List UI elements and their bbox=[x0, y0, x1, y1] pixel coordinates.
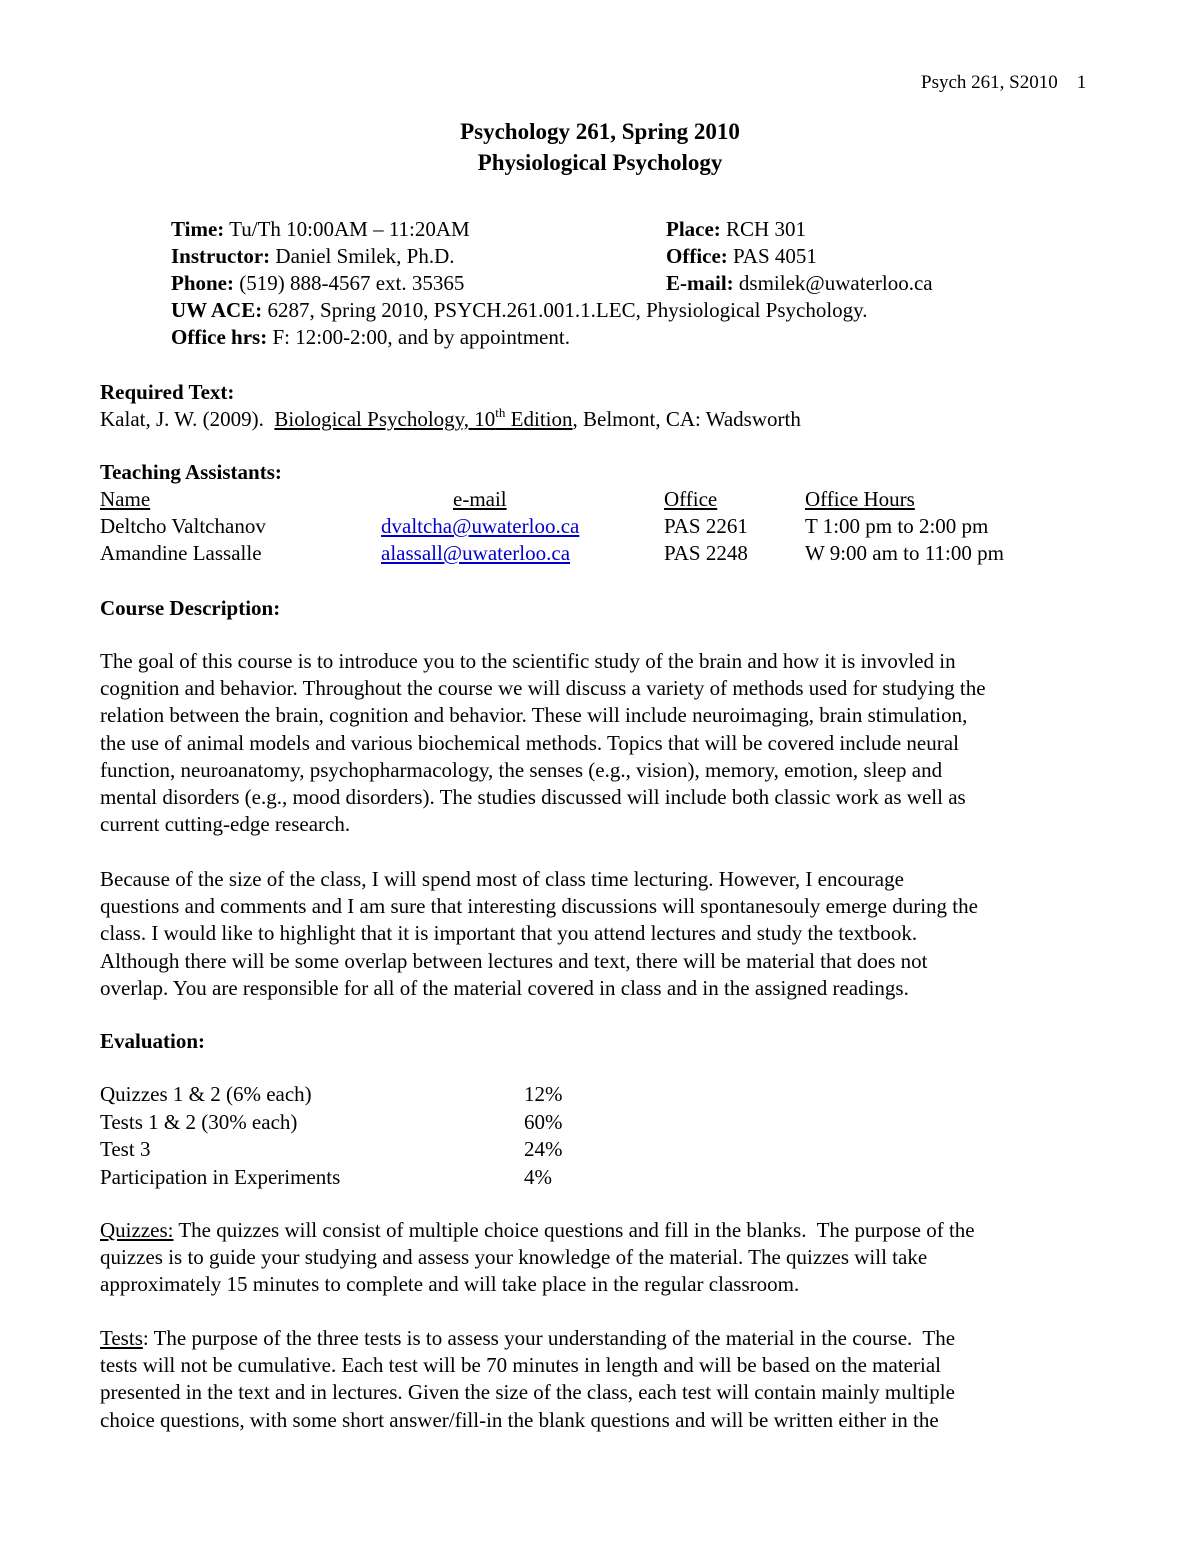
list-item bbox=[100, 1164, 563, 1192]
course-info bbox=[171, 216, 1071, 351]
ta-office: PAS 2261 bbox=[664, 514, 748, 538]
ta-hours: W 9:00 am to 11:00 pm bbox=[805, 541, 1004, 565]
book-title bbox=[274, 407, 572, 431]
course-subtitle: Physiological Psychology bbox=[477, 150, 723, 175]
tests-paragraph bbox=[100, 1325, 1110, 1434]
quizzes-paragraph bbox=[100, 1217, 1110, 1299]
book-edition-sup: th bbox=[495, 405, 506, 420]
eval-label: Test 3 bbox=[100, 1137, 151, 1161]
office-label: Office: bbox=[666, 244, 728, 268]
ta-heading: Teaching Assistants: bbox=[100, 460, 282, 484]
ta-heading-wrap bbox=[100, 459, 1110, 486]
info-row-hours bbox=[171, 324, 1071, 351]
book-title-edition: Edition bbox=[505, 407, 573, 431]
hours-value: F: 12:00-2:00, and by appointment. bbox=[267, 325, 570, 349]
quizzes-label: Quizzes: bbox=[100, 1218, 174, 1242]
text-line: : The purpose of the three tests is to assess your understanding of the material in the course. The bbox=[142, 1326, 956, 1350]
text-line: Although there will be some overlap between lectures and text, there will be material that does not bbox=[100, 948, 928, 973]
ace-value: 6287, Spring 2010, PSYCH.261.001.1.LEC, Physiological Psychology. bbox=[262, 298, 868, 322]
info-row-ace bbox=[171, 297, 1071, 324]
info-row-phone bbox=[171, 270, 1071, 297]
list-item bbox=[100, 1136, 563, 1164]
eval-value: 4% bbox=[524, 1164, 552, 1189]
ta-col-email: e-mail bbox=[453, 487, 507, 511]
text-line: questions and comments and I am sure that interesting discussions will spontanesouly emerge during the bbox=[100, 894, 978, 919]
ta-table bbox=[100, 486, 1100, 567]
info-row-time bbox=[171, 216, 1071, 243]
time-value: Tu/Th 10:00AM – 11:20AM bbox=[224, 217, 470, 241]
required-text-heading: Required Text: bbox=[100, 380, 235, 404]
ta-office: PAS 2248 bbox=[664, 541, 748, 565]
ta-col-name: Name bbox=[100, 487, 151, 511]
citation-author: Kalat, J. W. (2009). bbox=[100, 407, 275, 431]
eval-label: Quizzes 1 & 2 (6% each) bbox=[100, 1082, 312, 1106]
table-row bbox=[100, 513, 1100, 540]
eval-value: 24% bbox=[524, 1137, 563, 1161]
eval-label: Tests 1 & 2 (30% each) bbox=[100, 1109, 298, 1134]
text-line: function, neuroanatomy, psychopharmacology, the senses (e.g., vision), memory, emotion, sleep and bbox=[100, 757, 943, 782]
ta-col-office: Office bbox=[664, 487, 718, 511]
text-line: choice questions, with some short answer/fill-in the blank questions and will be written either in the bbox=[100, 1407, 939, 1432]
text-line: The goal of this course is to introduce you to the scientific study of the brain and how it is invovled in bbox=[100, 649, 956, 673]
text-line: current cutting-edge research. bbox=[100, 812, 351, 837]
description-heading: Course Description: bbox=[100, 596, 281, 620]
page-header: Psych 261, S2010 1 bbox=[921, 72, 1087, 93]
text-line: approximately 15 minutes to complete and will take place in the regular classroom. bbox=[100, 1272, 800, 1297]
email-value: dsmilek@uwaterloo.ca bbox=[733, 271, 933, 295]
evaluation-heading: Evaluation: bbox=[100, 1029, 206, 1053]
ta-header-row bbox=[100, 486, 1100, 513]
text-line: cognition and behavior. Throughout the course we will discuss a variety of methods used for studying the bbox=[100, 676, 986, 701]
office-value: PAS 4051 bbox=[727, 244, 817, 268]
place-label: Place: bbox=[666, 217, 721, 241]
text-line: The quizzes will consist of multiple choice questions and fill in the blanks. The purpose of the bbox=[173, 1218, 975, 1242]
description-paragraph-2 bbox=[100, 866, 1110, 1002]
eval-value: 12% bbox=[524, 1082, 563, 1106]
place-value: RCH 301 bbox=[720, 217, 806, 241]
book-title-main: Biological Psychology, 10 bbox=[274, 407, 496, 431]
course-title: Psychology 261, Spring 2010 bbox=[460, 119, 740, 144]
ta-hours: T 1:00 pm to 2:00 pm bbox=[805, 514, 989, 538]
text-line: mental disorders (e.g., mood disorders). The studies discussed will include both classic work as well as bbox=[100, 785, 966, 810]
ace-label: UW ACE: bbox=[171, 298, 263, 322]
document-title bbox=[0, 116, 1200, 178]
required-text-citation bbox=[100, 406, 1110, 433]
phone-label: Phone: bbox=[171, 271, 234, 295]
list-item bbox=[100, 1081, 563, 1109]
text-line: presented in the text and in lectures. Given the size of the class, each test will contain mainly multiple bbox=[100, 1380, 955, 1405]
eval-label: Participation in Experiments bbox=[100, 1164, 341, 1189]
citation-publisher: , Belmont, CA: Wadsworth bbox=[572, 407, 801, 431]
text-line: relation between the brain, cognition and behavior. These will include neuroimaging, brain stimulation, bbox=[100, 703, 968, 728]
text-line: the use of animal models and various biochemical methods. Topics that will be covered include neural bbox=[100, 730, 959, 755]
time-label: Time: bbox=[171, 217, 225, 241]
phone-value: (519) 888-4567 ext. 35365 bbox=[234, 271, 465, 295]
tests-label: Tests bbox=[100, 1326, 143, 1350]
info-row-instructor bbox=[171, 243, 1071, 270]
table-row bbox=[100, 540, 1100, 567]
hours-label: Office hrs: bbox=[171, 325, 268, 349]
evaluation-heading-wrap bbox=[100, 1028, 1110, 1055]
evaluation-list bbox=[100, 1081, 563, 1191]
text-line: tests will not be cumulative. Each test will be 70 minutes in length and will be based on the material bbox=[100, 1353, 941, 1378]
text-line: quizzes is to guide your studying and assess your knowledge of the material. The quizzes will take bbox=[100, 1245, 928, 1270]
ta-email-link[interactable]: dvaltcha@uwaterloo.ca bbox=[381, 514, 580, 538]
ta-name: Deltcho Valtchanov bbox=[100, 514, 266, 538]
text-line: overlap. You are responsible for all of the material covered in class and in the assigned readings. bbox=[100, 975, 909, 1000]
ta-name: Amandine Lassalle bbox=[100, 541, 262, 565]
text-line: Because of the size of the class, I will spend most of class time lecturing. However, I encourage bbox=[100, 867, 904, 891]
ta-col-hours: Office Hours bbox=[805, 487, 915, 511]
ta-email-link[interactable]: alassall@uwaterloo.ca bbox=[381, 541, 571, 565]
text-line: class. I would like to highlight that it is important that you attend lectures and study the textbook. bbox=[100, 921, 918, 946]
required-text-section bbox=[100, 379, 1110, 433]
list-item bbox=[100, 1109, 563, 1137]
description-paragraph-1 bbox=[100, 648, 1110, 838]
eval-value: 60% bbox=[524, 1109, 563, 1134]
instructor-value: Daniel Smilek, Ph.D. bbox=[270, 244, 455, 268]
description-heading-wrap bbox=[100, 595, 1110, 622]
email-label: E-mail: bbox=[666, 271, 734, 295]
instructor-label: Instructor: bbox=[171, 244, 271, 268]
